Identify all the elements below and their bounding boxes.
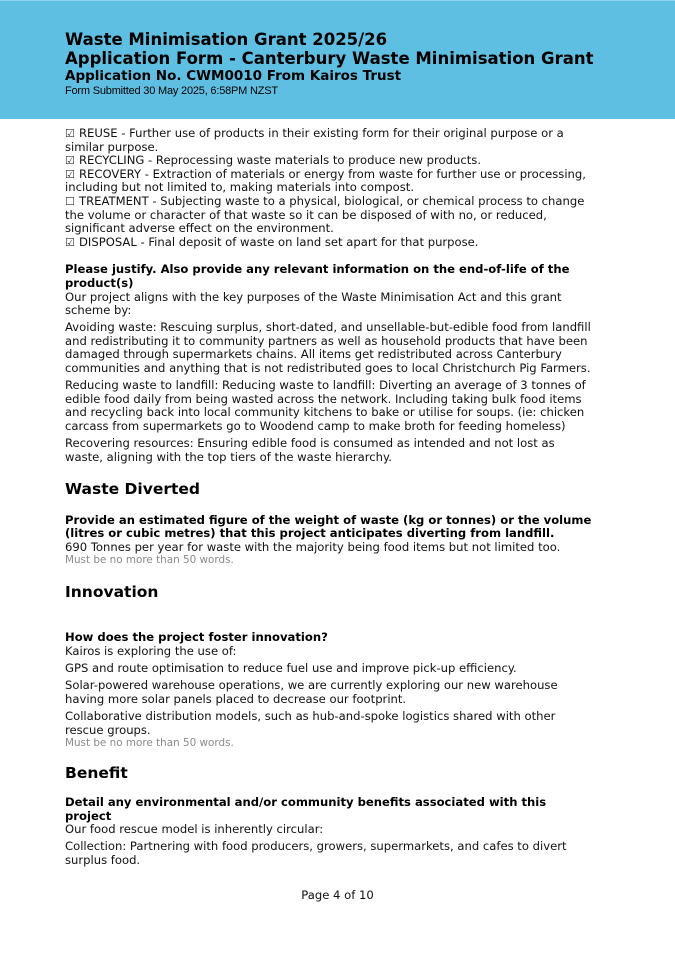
checkbox-item-treatment	[65, 195, 595, 236]
justify-paragraph: Reducing waste to landfill: Reducing waste to landfill: Diverting an average of 3 tonnes of edible food daily from being wasted across the network. Including taking bulk food items and recycling back into local community kitchens to bake or utilise for soups. (ie: chicken carcass from supermarkets go to Woodend camp to make broth for feeding homeless)	[65, 378, 586, 433]
checked-box-icon: ☑	[65, 154, 75, 168]
waste-diverted-answer: 690 Tonnes per year for waste with the majority being food items but not limited too.	[65, 539, 561, 554]
justify-paragraph: Our project aligns with the key purposes of the Waste Minimisation Act and this grant scheme by:	[65, 289, 562, 318]
innovation-paragraph: GPS and route optimisation to reduce fuel use and improve pick-up efficiency.	[65, 661, 517, 676]
checked-box-icon: ☑	[65, 127, 75, 140]
innovation-paragraph: Collaborative distribution models, such as hub-and-spoke logistics shared with other rescue groups.	[65, 708, 556, 737]
waste-diverted-section	[65, 480, 595, 567]
checked-box-icon: ☑	[65, 167, 75, 181]
innovation-paragraph: Kairos is exploring the use of:	[65, 644, 237, 659]
benefit-question: Detail any environmental and/or community benefits associated with this project	[65, 795, 547, 823]
page-number: Page 4 of 10	[301, 888, 374, 902]
justify-paragraph: Avoiding waste: Rescuing surplus, short-dated, and unsellable-but-edible food from landfill and redistributing it to community partners as well as household products that have been damaged through supermarkets chains. All items get redistributed across Canterbury communities and anything that is not redistributed goes to local Christchurch Pig Farmers.	[65, 320, 591, 375]
application-number: Application No. CWM0010 From Kairos Trust	[65, 68, 402, 84]
word-limit-hint: Must be no more than 50 words.	[65, 554, 234, 567]
unchecked-box-icon: ☐	[65, 194, 75, 208]
benefit-paragraph: Our food rescue model is inherently circular:	[65, 822, 324, 837]
checkbox-label: TREATMENT - Subjecting waste to a physical, biological, or chemical process to change the volume or character of that waste so it can be disposed of with no, or reduced, significant adverse effect on the environment.	[65, 193, 585, 236]
form-title: Application Form - Canterbury Waste Minimisation Grant	[65, 49, 594, 68]
checked-box-icon: ☑	[65, 235, 75, 249]
checkbox-label: RECOVERY - Extraction of materials or energy from waste for further use or processing, including but not limited to, making materials into compost.	[65, 166, 586, 195]
checkbox-item-recovery	[65, 168, 595, 195]
word-limit-hint: Must be no more than 50 words.	[65, 737, 234, 750]
checkbox-label: RECYCLING - Reprocessing waste materials to produce new products.	[79, 153, 481, 168]
form-header	[0, 0, 675, 119]
innovation-section	[65, 583, 595, 749]
checkbox-item-disposal	[65, 236, 595, 250]
innovation-paragraph: Solar-powered warehouse operations, we are currently exploring our new warehouse having more solar panels placed to decrease our footprint.	[65, 678, 558, 706]
justify-question: Please justify. Also provide any relevant information on the end-of-life of the product(s)	[65, 262, 570, 290]
checkbox-label: DISPOSAL - Final deposit of waste on land set apart for that purpose.	[79, 234, 479, 249]
section-title-benefit: Benefit	[65, 764, 128, 783]
checkbox-item-recycling	[65, 154, 595, 168]
justify-paragraph: Recovering resources: Ensuring edible food is consumed as intended and not lost as waste, aligning with the top tiers of the waste hierarchy.	[65, 435, 555, 464]
form-content	[65, 127, 595, 871]
section-title-innovation: Innovation	[65, 583, 159, 602]
innovation-question: How does the project foster innovation?	[65, 630, 328, 645]
grant-title: Waste Minimisation Grant 2025/26	[65, 30, 388, 49]
benefit-section	[65, 764, 595, 867]
checkbox-item-reuse	[65, 127, 595, 154]
benefit-paragraph: Collection: Partnering with food producers, growers, supermarkets, and cafes to divert surplus food.	[65, 839, 567, 867]
submission-timestamp: Form Submitted 30 May 2025, 6:58PM NZST	[65, 85, 278, 97]
justify-section	[65, 263, 595, 464]
checkbox-label: REUSE - Further use of products in their existing form for their original purpose or a similar purpose.	[65, 126, 564, 154]
waste-hierarchy-list	[65, 127, 595, 249]
waste-diverted-question: Provide an estimated figure of the weight of waste (kg or tonnes) or the volume (litres or cubic metres) that this project anticipates diverting from landfill.	[65, 512, 592, 541]
section-title-waste-diverted: Waste Diverted	[65, 479, 201, 498]
